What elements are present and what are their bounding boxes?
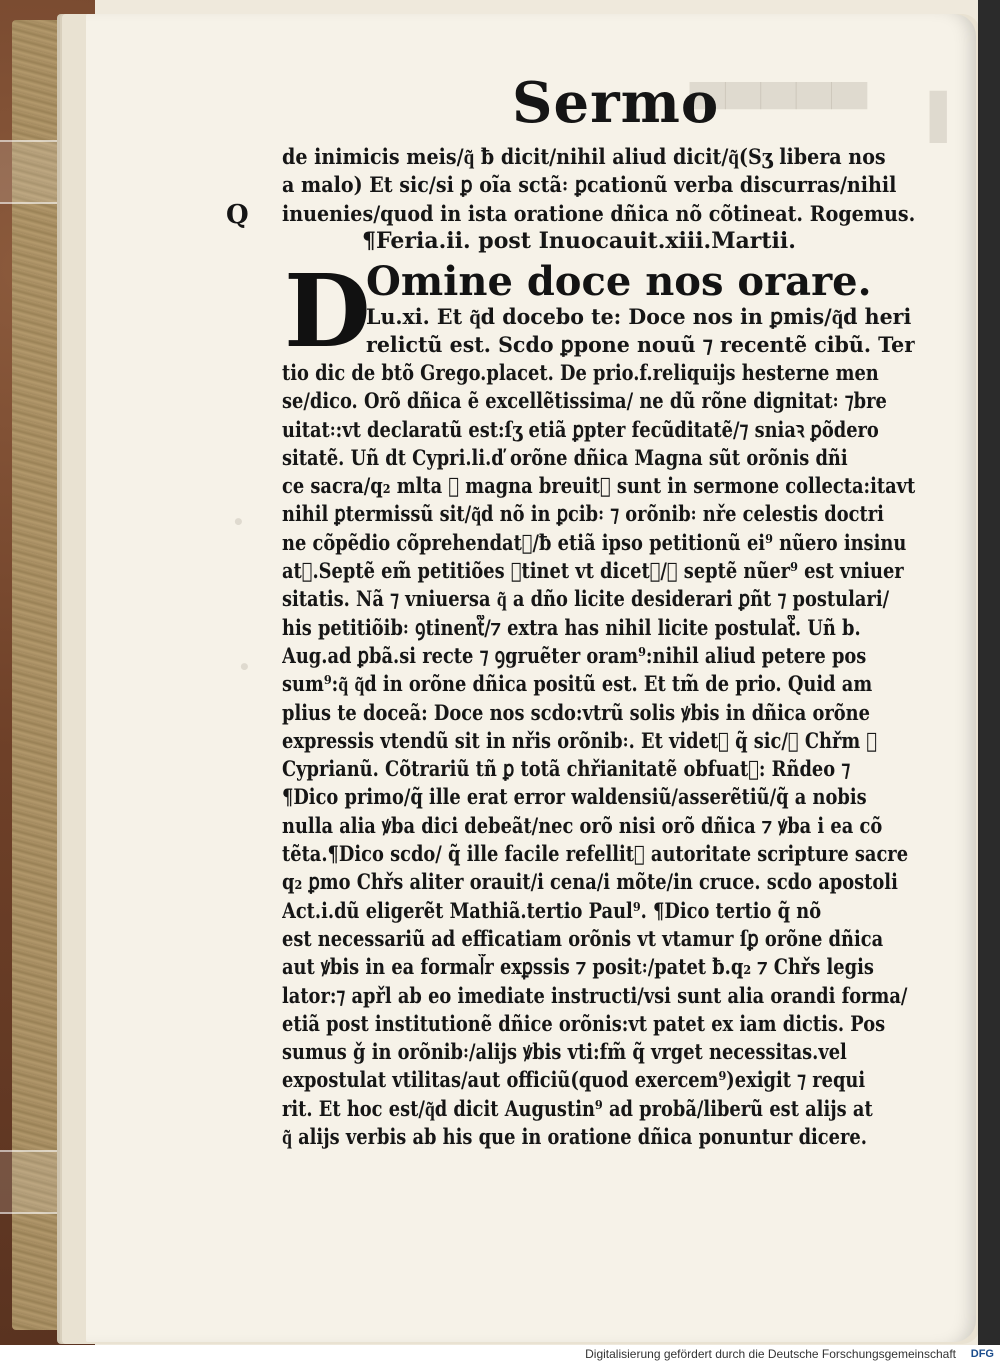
text-line: ce sacra/q₂ mlta ⁊ magna breuit᷑ sunt in sermone collecta:itavt xyxy=(282,474,916,500)
text-line: nulla alia ꝟba dici debeãt/nec orõ nisi orõ dñica ⁊ ꝟba i ea cõ xyxy=(282,813,883,839)
text-line: de inimicis meis/q͂ ƀ dicit/nihil aliud dicit/q͂(Sʒ libera nos xyxy=(282,145,886,170)
text-block-main xyxy=(282,360,1000,1152)
text-line: expostulat vtilitas/aut officiũ(quod exercem⁹)exigit ⁊ requi xyxy=(282,1068,866,1094)
text-line: relictũ est. Scdo ꝑpone nouũ ⁊ recentẽ cibũ. Ter xyxy=(366,333,916,359)
text-line: his petitiõib꞉ ꝯtinent᷑/⁊ extra has nihil licite postulat᷑. Uñ b. xyxy=(282,615,861,641)
running-header: Sermo xyxy=(512,70,720,136)
text-line: ne cõpẽdio cõprehendat᷑/ƀ etiã ipso petitionũ ei⁹ nũero insinu xyxy=(282,530,907,556)
text-line: sumus ǧ in orõnib꞉/alijs ꝟbis vti:fm̃ q̃ vrget necessitas.vel xyxy=(282,1040,847,1066)
text-line: a malo) Et sic/si ꝑ oı̃a sctã꞉ ꝑcationũ verba discurras/nihil xyxy=(282,173,897,199)
text-line: Aug.ad ꝑbã.si recte ⁊ ꝯgruẽter oram⁹:nihil aliud petere pos xyxy=(282,643,867,669)
text-line: nihil ꝑtermissũ sit/q͂d nõ in ꝑcib꞉ ⁊ orõnib꞉ nře celestis doctri xyxy=(282,502,884,528)
bleed-through-numeral: ▌ xyxy=(930,92,964,143)
text-line: etiã post institutionẽ dñice orõnis:vt patet ex iam dictis. Pos xyxy=(282,1011,886,1037)
text-line: expressis vtendũ sit in nřis orõnib꞉. Et videt᷑ q̃ sic/ꝑ Chřm ⁊ xyxy=(282,728,878,754)
text-line: Cyprianũ. Cõtrariũ tñ ꝑ totã chřianitatẽ obfuat᷑: Rñdeo ⁊ xyxy=(282,757,851,783)
funding-notice: Digitalisierung gefördert durch die Deutsche Forschungsgemeinschaft xyxy=(585,1347,956,1361)
text-line: plius te doceã: Doce nos scdo:vtrũ solis ꝟbis in dñica orõne xyxy=(282,700,870,726)
incipit-line: Omine doce nos orare. xyxy=(366,258,872,305)
text-line: aut ꝟbis in ea formal᷑r exꝑssis ⁊ posit꞉/patet ƀ.q₂ ⁊ Chřs legis xyxy=(282,955,874,981)
decorated-initial: D xyxy=(284,252,371,370)
text-line: ¶Dico primo/q̃ ille erat error waldensiũ/asserẽtiũ/q̃ a nobis xyxy=(282,785,867,811)
bleed-through-dot: • xyxy=(238,655,251,679)
text-line: sum⁹:q͂ q͂d in orõne dñica positũ est. Et tm̃ de prio. Quid am xyxy=(282,672,873,698)
text-line: at᷑.Septẽ em̃ petitiões ꝯtinet vt dicet᷑/⁊ septẽ nũer⁹ est vniuer xyxy=(282,559,904,585)
bleed-through-mark: • xyxy=(232,510,245,534)
section-rubric: ¶Feria.ii. post Inuocauit.xiii.Martii. xyxy=(362,228,796,254)
text-line: Lu.xi. Et q͂d docebo te: Doce nos in ꝑmis/q͂d heri xyxy=(366,305,912,330)
text-line: uitat꞉:vt declaratũ est:ſʒ etiã ꝑpter fecũditatẽ/⁊ sniaꝛ ꝑõdero xyxy=(282,417,879,443)
digitization-footer xyxy=(0,1345,1000,1365)
marginal-letter: Q xyxy=(226,200,249,230)
text-line: q₂ ꝑmo Chřs aliter orauit/i cena/i mõte/in cruce. scdo apostoli xyxy=(282,870,898,896)
text-line: inuenies/quod in ista oratione dñica nõ cõtineat. Rogemus. xyxy=(282,201,916,227)
text-line: q͂ alijs verbis ab his que in oratione dñica ponuntur dicere. xyxy=(282,1125,867,1151)
text-line: Act.i.dũ eligerẽt Mathiã.tertio Paul⁹. ¶Dico tertio q̃ nõ xyxy=(282,898,822,924)
text-line: se/dico. Orõ dñica ẽ excellẽtissima/ ne dũ rõne dignitat꞉ ⁊bre xyxy=(282,389,887,415)
dfg-logo: DFG xyxy=(970,1348,994,1360)
text-line: sitatis. Nã ⁊ vniuersa q͂ a dño licite desiderari ꝑñt ⁊ postulari/ xyxy=(282,587,890,613)
text-line: est necessariũ ad efficatiam orõnis vt vtamur ſꝑ orõne dñica xyxy=(282,926,884,952)
text-block-top xyxy=(282,144,995,229)
bleed-through-heading: ▀▀▀▀▀ xyxy=(690,82,867,136)
text-line: rit. Et hoc est/q͂d dicit Augustin⁹ ad probã/liberũ est alijs at xyxy=(282,1096,873,1122)
text-line: tẽta.¶Dico scdo/ q̃ ille facile refellit᷑ autoritate scripture sacre xyxy=(282,842,909,868)
text-line: tio dic de btõ Grego.placet. De prio.f.reliquijs hesterne men xyxy=(282,361,879,386)
text-line: lator:⁊ apřl ab eo imediate instructi/vsi sunt alia orandi forma/ xyxy=(282,983,908,1009)
text-block-beside-initial xyxy=(366,304,940,361)
text-line: sitatẽ. Uñ dt Cypri.li.ď orõne dñica Magna sũt orõnis dñi xyxy=(282,445,848,471)
